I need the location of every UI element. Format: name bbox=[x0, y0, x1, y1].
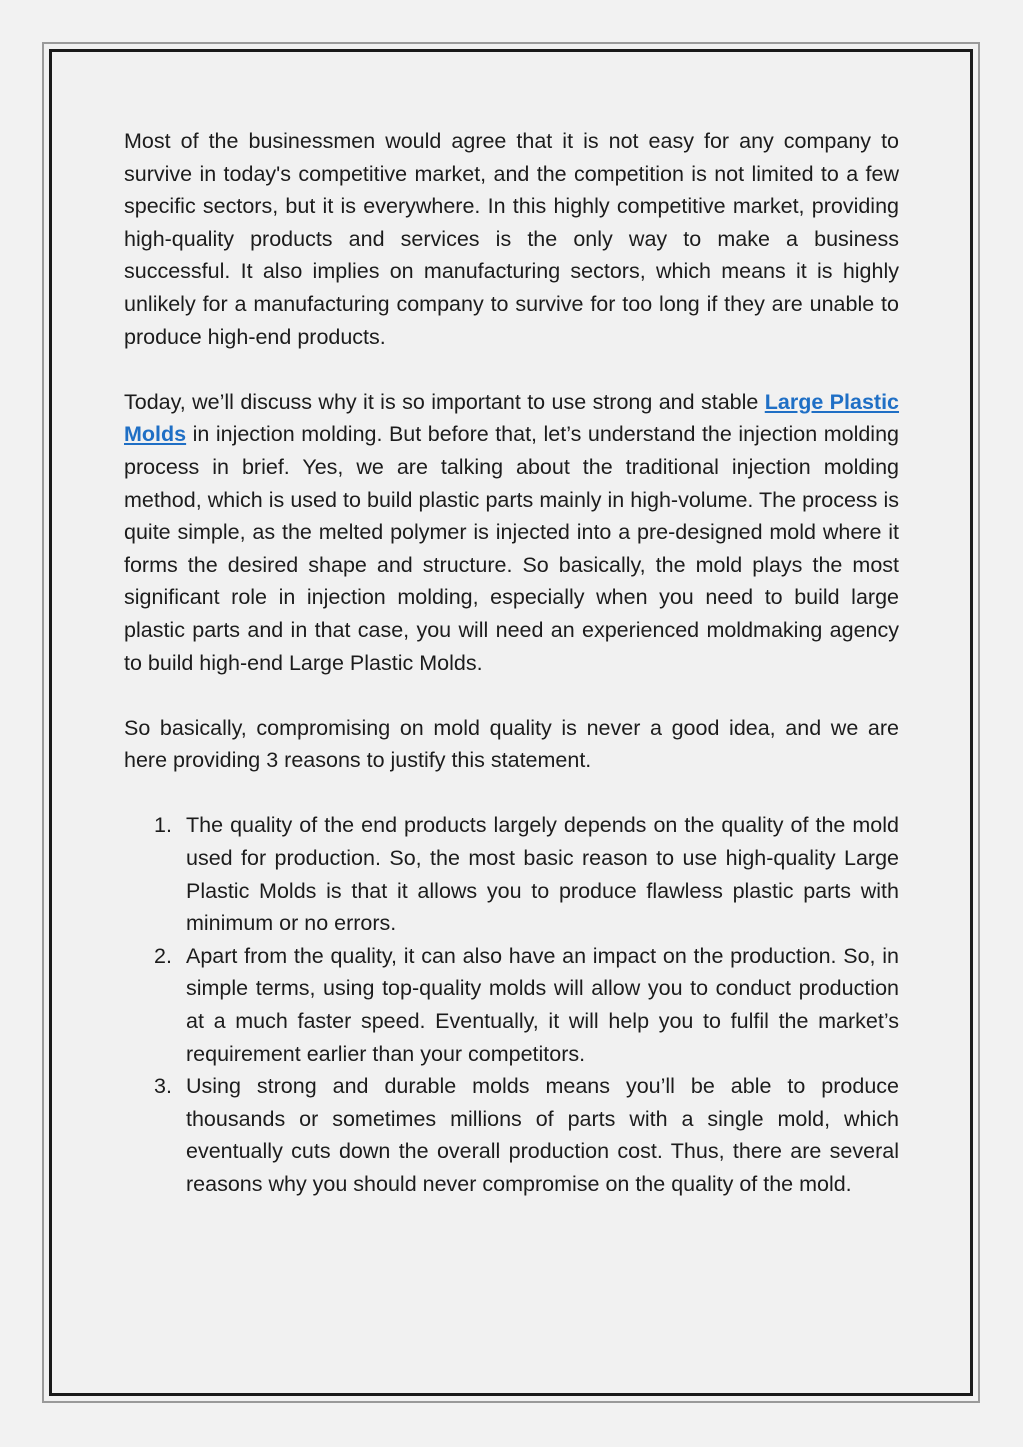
list-item bbox=[124, 940, 899, 1070]
list-item bbox=[124, 809, 899, 939]
paragraph-text-after-link: in injection molding. But before that, let’s understand the injection molding process in brief. Yes, we are talking about the traditional injection molding method, which is used to build plastic parts mainly in high-volume. The process is quite simple, as the melted polymer is injected into a pre-designed mold where it forms the desired shape and structure. So basically, the mold plays the most significant role in injection molding, especially when you need to build large plastic parts and in that case, you will need an experienced moldmaking agency to build high-end Large Plastic Molds. bbox=[124, 422, 899, 675]
list-item bbox=[124, 1070, 899, 1200]
reasons-list bbox=[124, 809, 899, 1200]
list-item-number: 3. bbox=[154, 1074, 172, 1099]
reasons-intro-paragraph: So basically, compromising on mold quality is never a good idea, and we are here providing 3 reasons to justify this statement. bbox=[124, 715, 899, 773]
injection-molding-paragraph bbox=[124, 386, 899, 679]
list-item-text: The quality of the end products largely depends on the quality of the mold used for production. So, the most basic reason to use high-quality Large Plastic Molds is that it allows you to produce flawless plastic parts with minimum or no errors. bbox=[186, 813, 899, 936]
list-item-text: Using strong and durable molds means you’ll be able to produce thousands or sometimes millions of parts with a single mold, which eventually cuts down the overall production cost. Thus, there are several reasons why you should never compromise on the quality of the mold. bbox=[186, 1074, 899, 1196]
large-plastic-molds-link[interactable]: Large Plastic Molds bbox=[124, 389, 900, 447]
intro-paragraph: Most of the businessmen would agree that it is not easy for any company to survive in today's competitive market, and the competition is not limited to a few specific sectors, but it is everywhere. In this highly competitive market, providing high-quality products and services is the only way to make a business successful. It also implies on manufacturing sectors, which means it is highly unlikely for a manufacturing company to survive for too long if they are unable to produce high-end products. bbox=[124, 129, 899, 349]
list-item-number: 1. bbox=[154, 813, 172, 838]
list-item-number: 2. bbox=[154, 943, 172, 968]
list-item-text: Apart from the quality, it can also have an impact on the production. So, in simple terms, using top-quality molds will allow you to conduct production at a much faster speed. Eventually, it will help you to fulfil the market’s requirement earlier than your competitors. bbox=[186, 943, 899, 1066]
document-body bbox=[124, 125, 899, 1201]
paragraph-text-before-link: Today, we’ll discuss why it is so important to use strong and stable bbox=[124, 389, 765, 414]
